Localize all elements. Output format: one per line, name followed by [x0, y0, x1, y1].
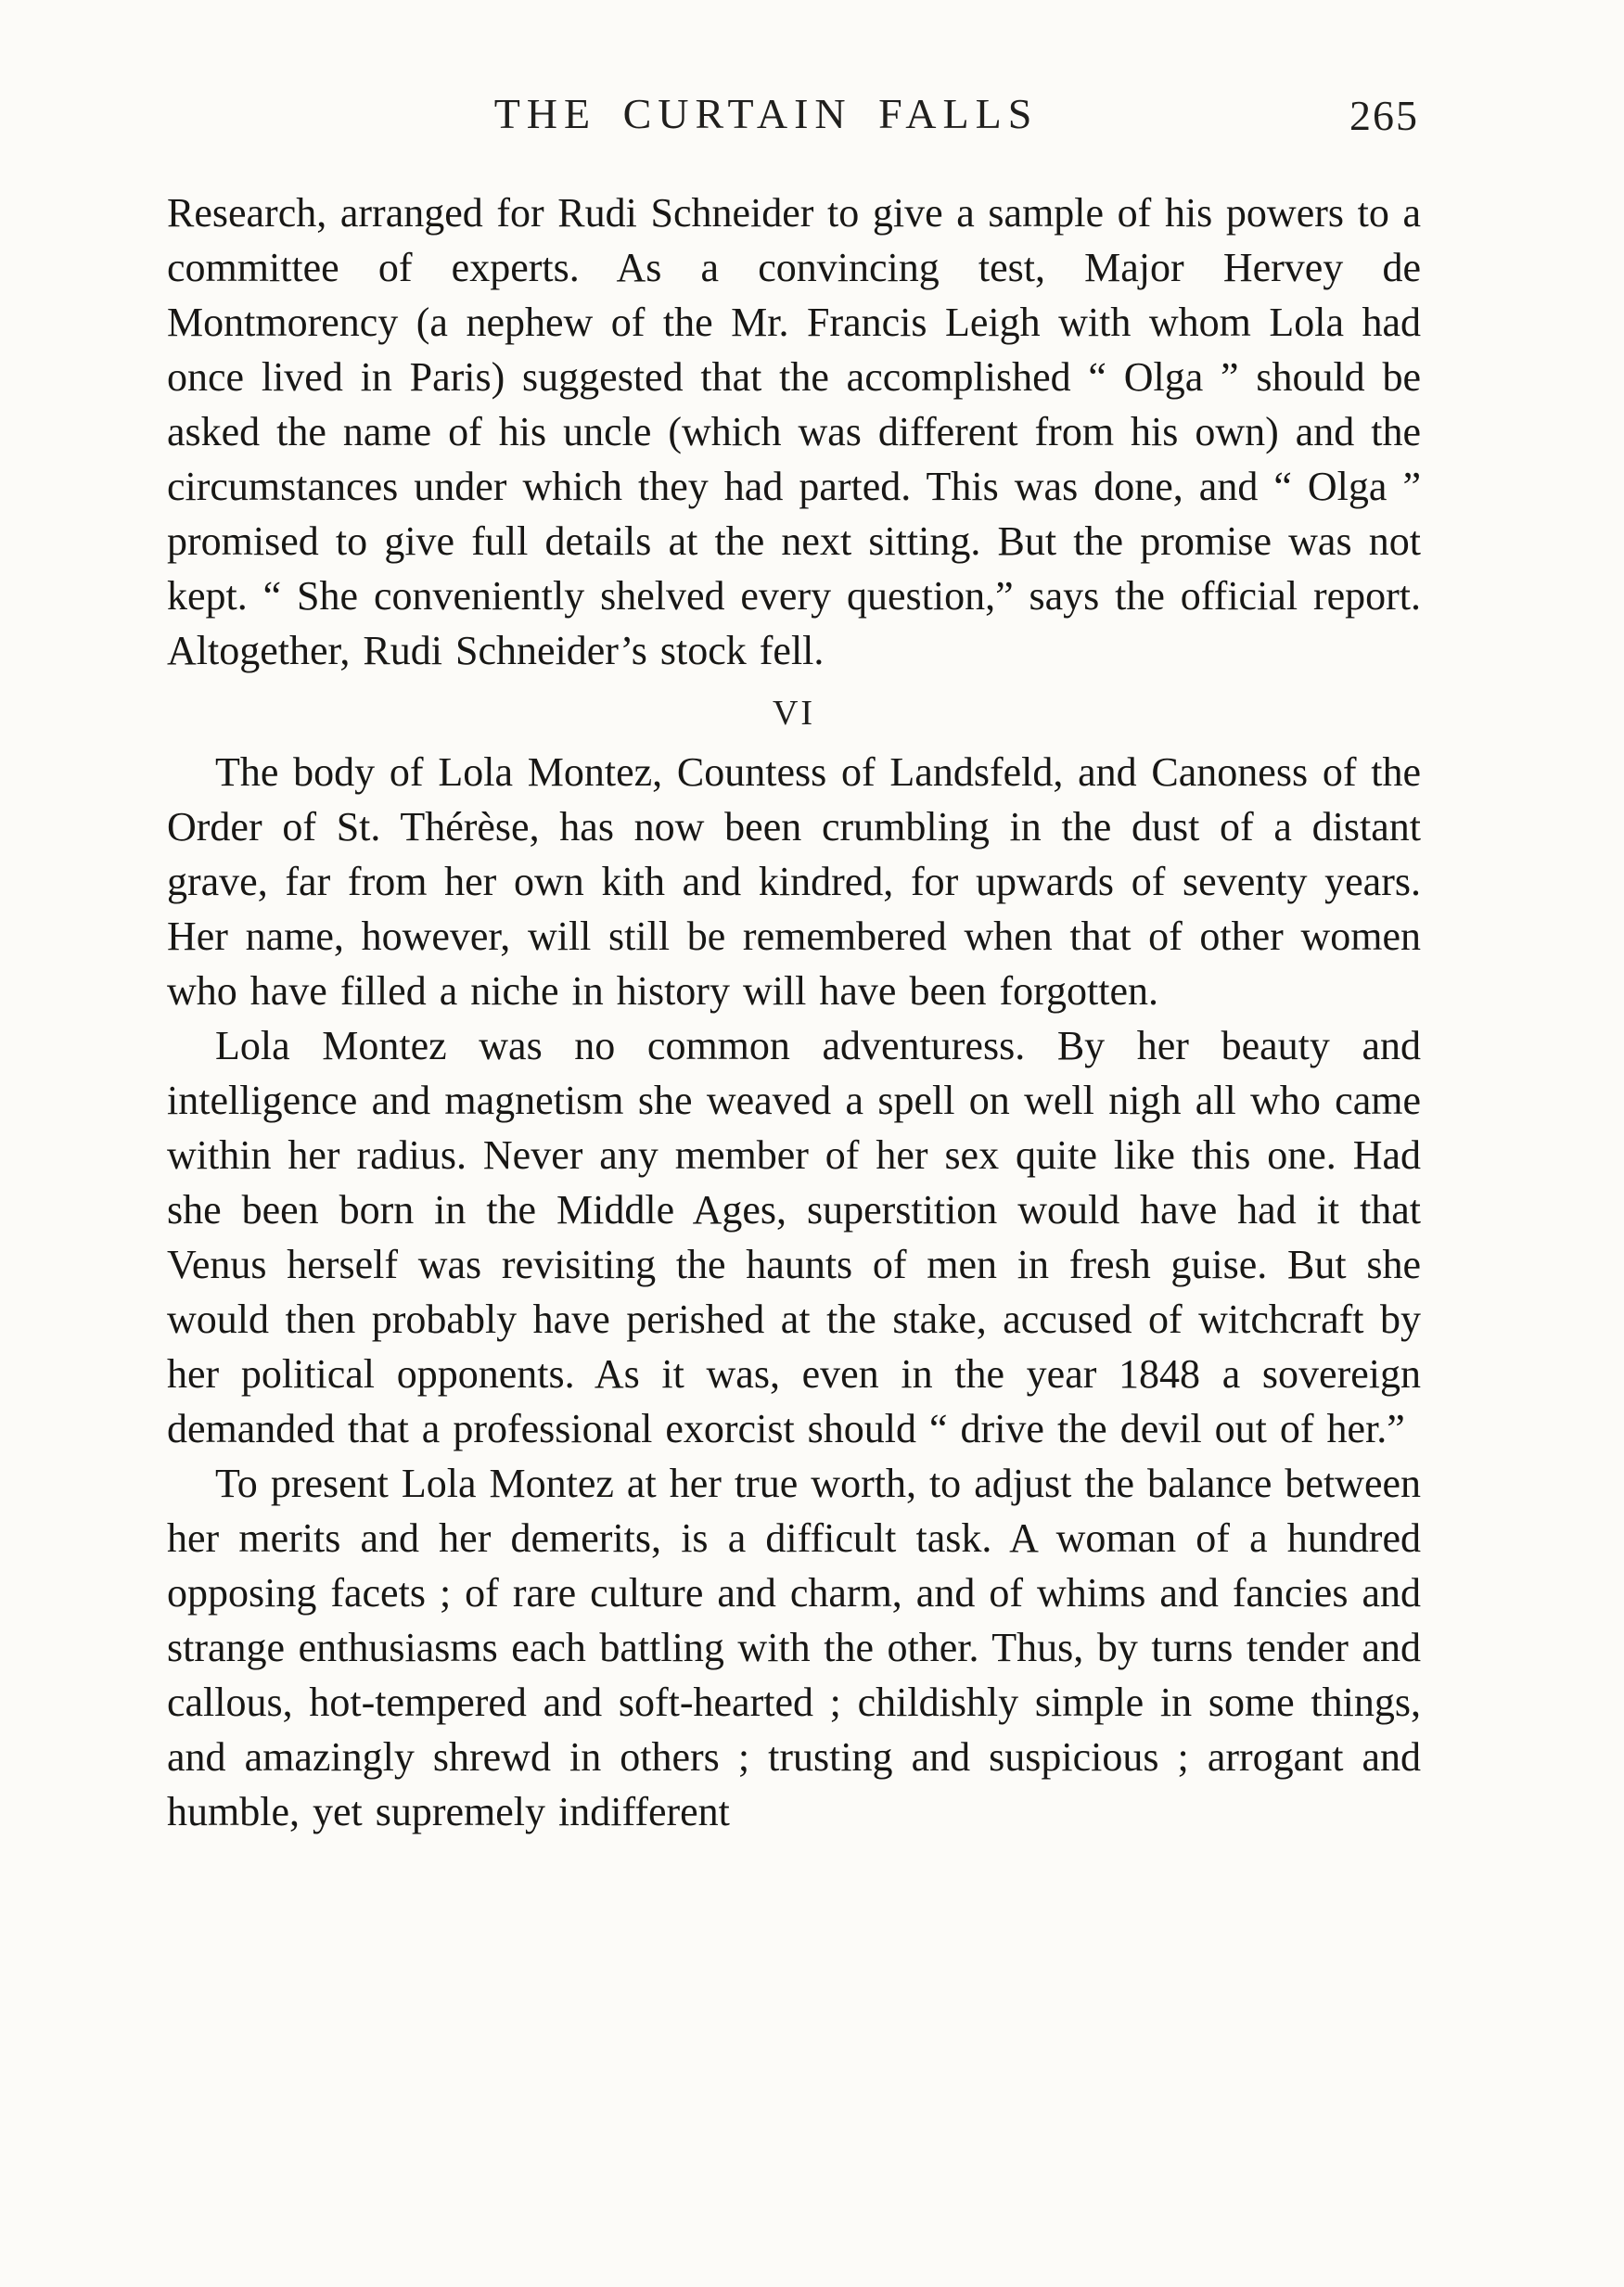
page-header	[167, 89, 1421, 161]
section-heading: VI	[772, 694, 816, 733]
paragraph: Lola Montez was no common adventuress. By her beauty and intelligence and magnetism she weaved a spell on well nigh all who came within her radius. Never any member of her sex quite like this one. Had she been born in the Middle Ages, superstition would have had it that Venus herself was revisiting the haunts of men in fresh guise. But she would then probably have perished at the stake, accused of witchcraft by her political opponents. As it was, even in the year 1848 a sovereign demanded that a professional exorcist should “ drive the devil out of her.”	[167, 1023, 1421, 1451]
page-number: 265	[1349, 92, 1419, 139]
paragraph: The body of Lola Montez, Countess of Landsfeld, and Canoness of the Order of St. Thérèse, has now been crumbling in the dust of a distant grave, far from her own kith and kindred, for upwards of seventy years. Her name, however, will still be remembered when that of other women who have filled a niche in history will have been forgotten.	[167, 749, 1421, 1014]
paragraph: To present Lola Montez at her true worth, to adjust the balance between her merits and her demerits, is a difficult task. A woman of a hundred opposing facets ; of rare culture and charm, and of whims and fancies and strange enthusiasms each battling with the other. Thus, by turns tender and callous, hot-tempered and soft-hearted ; childishly simple in some things, and amazingly shrewd in others ; trusting and suspicious ; arrogant and humble, yet supremely indifferent	[167, 1461, 1421, 1834]
text-block	[167, 89, 1421, 1839]
paragraph: Research, arranged for Rudi Schneider to give a sample of his powers to a committee of experts. As a convincing test, Major Hervey de Montmorency (a nephew of the Mr. Francis Leigh with whom Lola had once lived in Paris) suggested that the accomplished “ Olga ” should be asked the name of his uncle (which was different from his own) and the circumstances under which they had parted. This was done, and “ Olga ” promised to give full details at the next sitting. But the promise was not kept. “ She conveniently shelved every question,” says the official report. Altogether, Rudi Schneider’s stock fell.	[167, 190, 1421, 673]
running-title: THE CURTAIN FALLS	[493, 90, 1039, 137]
